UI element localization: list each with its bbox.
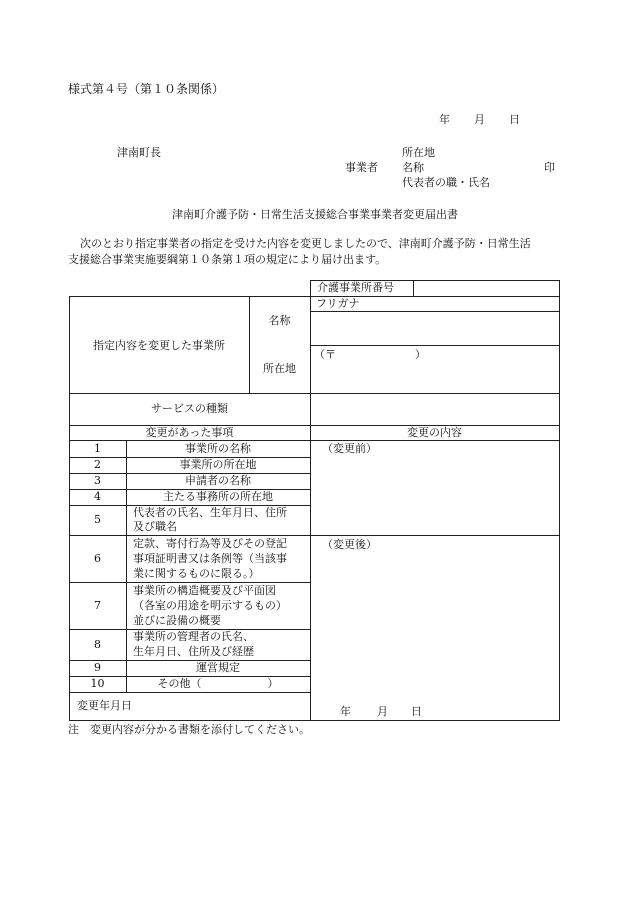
before-label: （変更前） <box>322 442 377 455</box>
seal-mark: 印 <box>544 161 555 174</box>
service-type-label: サービスの種類 <box>151 402 228 415</box>
item-label-line: 及び職名 <box>133 520 177 533</box>
office-name-label: 名称 <box>268 314 291 327</box>
change-date-day: 日 <box>411 705 422 718</box>
change-date-month: 月 <box>377 705 388 718</box>
item-label-line: （各室の用途を明示するもの） <box>133 599 287 612</box>
item-no: 4 <box>94 490 101 503</box>
item-label: その他（ ） <box>157 677 279 690</box>
applicant-address-label: 所在地 <box>402 146 435 159</box>
item-no: 5 <box>94 513 101 526</box>
item-no: 1 <box>94 442 101 455</box>
item-label-line: 事項証明書又は条例等（当該事 <box>133 552 287 565</box>
changed-office-label: 指定内容を変更した事業所 <box>93 339 225 352</box>
office-address-label: 所在地 <box>263 362 296 375</box>
item-no: 6 <box>94 552 101 565</box>
applicant-label: 事業者 <box>345 161 378 174</box>
item-label: 主たる事務所の所在地 <box>163 490 273 503</box>
furigana-label: フリガナ <box>316 297 360 310</box>
form-code: 様式第４号（第１０条関係） <box>68 82 225 96</box>
office-number-label: 介護事業所番号 <box>317 281 394 294</box>
changed-items-header: 変更があった事項 <box>145 426 234 439</box>
item-label-line: 事業所の管理者の氏名、 <box>133 630 254 643</box>
item-no: 7 <box>94 599 101 612</box>
change-date-label: 変更年月日 <box>77 699 132 712</box>
item-label: 申請者の名称 <box>185 474 251 487</box>
item-no: 2 <box>94 458 101 471</box>
date-year-label: 年 <box>439 113 450 126</box>
item-label-line: 事業所の構造概要及び平面図 <box>133 584 276 597</box>
item-label: 運営規定 <box>196 661 240 674</box>
intro-line-1: 次のとおり指定事業者の指定を受けた内容を変更しましたので、津南町介護予防・日常生活 <box>80 237 531 250</box>
item-label-line: 代表者の氏名、生年月日、住所 <box>133 506 287 519</box>
item-label-line: 生年月日、住所及び経歴 <box>133 645 254 658</box>
item-no: 8 <box>94 638 101 651</box>
item-label-line: 定款、寄付行為等及びその登記 <box>133 537 287 550</box>
item-label: 事業所の所在地 <box>179 458 257 471</box>
change-date-year: 年 <box>340 705 351 718</box>
applicant-rep-label: 代表者の職・氏名 <box>402 176 490 189</box>
after-label: （変更後） <box>322 538 377 551</box>
item-no: 10 <box>90 677 105 690</box>
item-no: 3 <box>94 474 101 487</box>
document-title: 津南町介護予防・日常生活支援総合事業事業者変更届出書 <box>172 208 458 221</box>
item-label-line: 業に関するものに限る。） <box>133 567 260 580</box>
date-month-label: 月 <box>474 113 485 126</box>
postal-prefix: （〒 <box>314 348 336 361</box>
postal-suffix: ） <box>415 348 426 361</box>
date-day-label: 日 <box>509 113 520 126</box>
footnote: 注 変更内容が分かる書類を添付してください。 <box>68 723 310 736</box>
applicant-name-label: 名称 <box>402 161 424 174</box>
intro-line-2: 支援総合事業実施要綱第１０条第１項の規定により届け出ます。 <box>68 253 387 266</box>
change-content-header: 変更の内容 <box>407 426 462 439</box>
item-label: 事業所の名称 <box>185 442 251 455</box>
addressee: 津南町長 <box>117 146 161 159</box>
item-no: 9 <box>94 661 101 674</box>
item-label-line: 並びに設備の概要 <box>133 614 221 627</box>
